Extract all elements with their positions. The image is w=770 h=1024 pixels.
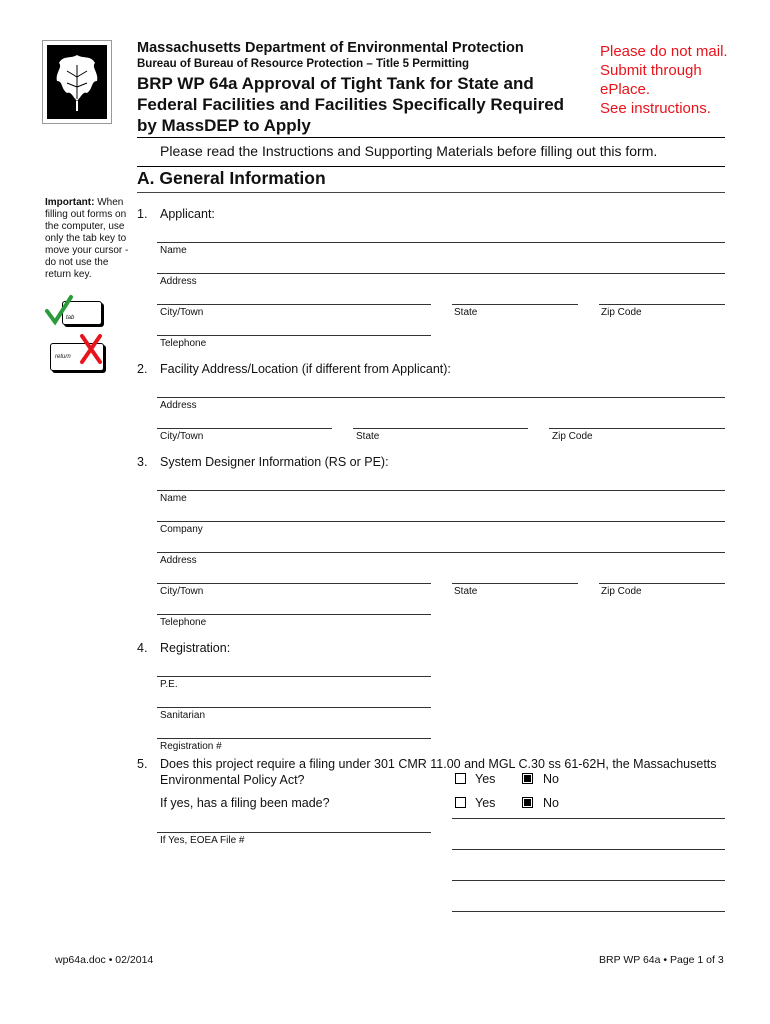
- footer-page-number: BRP WP 64a • Page 1 of 3: [599, 954, 724, 966]
- designer-zip-field[interactable]: [599, 583, 725, 584]
- field-label: Zip Code: [601, 586, 642, 597]
- question-label: Facility Address/Location (if different from Applicant):: [160, 362, 451, 376]
- question-label: Environmental Policy Act?: [160, 773, 305, 787]
- important-label: Important:: [45, 197, 95, 208]
- question-number: 2.: [137, 362, 148, 376]
- facility-address-field[interactable]: [157, 397, 725, 398]
- applicant-city-field[interactable]: [157, 304, 431, 305]
- sanitarian-registration-field[interactable]: [157, 707, 431, 708]
- field-label: State: [356, 431, 380, 442]
- form-title-line: Federal Facilities and Facilities Specifically Required: [137, 95, 565, 114]
- important-note: [45, 197, 129, 281]
- field-label: P.E.: [160, 679, 178, 690]
- applicant-address-field[interactable]: [157, 273, 725, 274]
- field-label: City/Town: [160, 307, 204, 318]
- question-label: Registration:: [160, 641, 231, 655]
- designer-address-field[interactable]: [157, 552, 725, 553]
- option-label: No: [543, 796, 559, 810]
- designer-telephone-field[interactable]: [157, 614, 431, 615]
- pe-registration-field[interactable]: [157, 676, 431, 677]
- mepa-notes-line[interactable]: [452, 818, 725, 819]
- designer-company-field[interactable]: [157, 521, 725, 522]
- field-label: City/Town: [160, 586, 204, 597]
- question-number: 4.: [137, 641, 148, 655]
- notice-line: Submit through: [600, 62, 702, 79]
- field-label: State: [454, 307, 478, 318]
- footer-doc-id: wp64a.doc • 02/2014: [55, 954, 154, 966]
- field-label: Address: [160, 400, 197, 411]
- field-label: Company: [160, 524, 203, 535]
- section-title: A. General Information: [137, 168, 326, 188]
- form-title: [137, 73, 587, 136]
- option-label: Yes: [475, 772, 496, 786]
- filing-no-checkbox[interactable]: [522, 797, 533, 808]
- applicant-name-field[interactable]: [157, 242, 725, 243]
- field-label: Zip Code: [552, 431, 593, 442]
- registration-number-field[interactable]: [157, 738, 431, 739]
- field-label: Telephone: [160, 338, 207, 349]
- designer-name-field[interactable]: [157, 490, 725, 491]
- designer-state-field[interactable]: [452, 583, 578, 584]
- mepa-notes-line[interactable]: [452, 849, 725, 850]
- question-label: System Designer Information (RS or PE):: [160, 455, 389, 469]
- submission-notice: [600, 42, 728, 118]
- cross-icon: [78, 332, 104, 366]
- form-title-line: by MassDEP to Apply: [137, 116, 311, 135]
- applicant-zip-field[interactable]: [599, 304, 725, 305]
- leaf-icon: [47, 45, 107, 119]
- notice-line: See instructions.: [600, 100, 711, 117]
- field-label: State: [454, 586, 478, 597]
- question-label: Applicant:: [160, 207, 215, 221]
- eoea-file-number-field[interactable]: [157, 832, 431, 833]
- field-label: City/Town: [160, 431, 204, 442]
- return-key-icon: return: [50, 343, 104, 371]
- option-label: Yes: [475, 796, 496, 810]
- mepa-notes-line[interactable]: [452, 880, 725, 881]
- bureau-name: Bureau of Bureau of Resource Protection – Title 5 Permitting: [137, 58, 470, 70]
- header-divider: [137, 137, 725, 138]
- instructions-text: Please read the Instructions and Supporting Materials before filling out this form.: [160, 143, 658, 159]
- section-divider: [137, 192, 725, 193]
- field-label: Name: [160, 493, 187, 504]
- massdep-logo: [42, 40, 112, 124]
- notice-line: Please do not mail.: [600, 43, 728, 60]
- agency-name: Massachusetts Department of Environmental Protection: [137, 40, 524, 56]
- field-label: Name: [160, 245, 187, 256]
- question-number: 3.: [137, 455, 148, 469]
- notice-line: ePlace.: [600, 81, 651, 98]
- field-label: Sanitarian: [160, 710, 206, 721]
- form-title-line: BRP WP 64a Approval of Tight Tank for State and: [137, 74, 534, 93]
- facility-zip-field[interactable]: [549, 428, 725, 429]
- field-label: Registration #: [160, 741, 222, 752]
- field-label: Zip Code: [601, 307, 642, 318]
- mepa-yes-checkbox[interactable]: [455, 773, 466, 784]
- question-label: If yes, has a filing been made?: [160, 796, 330, 810]
- question-label: Does this project require a filing under 301 CMR 11.00 and MGL C.30 ss 61-62H, the Massachusetts: [160, 757, 717, 771]
- facility-city-field[interactable]: [157, 428, 332, 429]
- applicant-telephone-field[interactable]: [157, 335, 431, 336]
- applicant-state-field[interactable]: [452, 304, 578, 305]
- field-label: Telephone: [160, 617, 207, 628]
- checkmark-icon: [44, 294, 74, 326]
- field-label: Address: [160, 276, 197, 287]
- option-label: No: [543, 772, 559, 786]
- filing-yes-checkbox[interactable]: [455, 797, 466, 808]
- tab-key-icon: tab: [62, 301, 102, 325]
- field-label: Address: [160, 555, 197, 566]
- field-label: If Yes, EOEA File #: [160, 835, 245, 846]
- designer-city-field[interactable]: [157, 583, 431, 584]
- question-number: 1.: [137, 207, 148, 221]
- important-text: When filling out forms on the computer, use only the tab key to move your cursor - do not use the return key.: [45, 197, 129, 280]
- facility-state-field[interactable]: [353, 428, 528, 429]
- mepa-no-checkbox[interactable]: [522, 773, 533, 784]
- question-number: 5.: [137, 757, 148, 771]
- instruction-divider: [137, 166, 725, 167]
- mepa-notes-line[interactable]: [452, 911, 725, 912]
